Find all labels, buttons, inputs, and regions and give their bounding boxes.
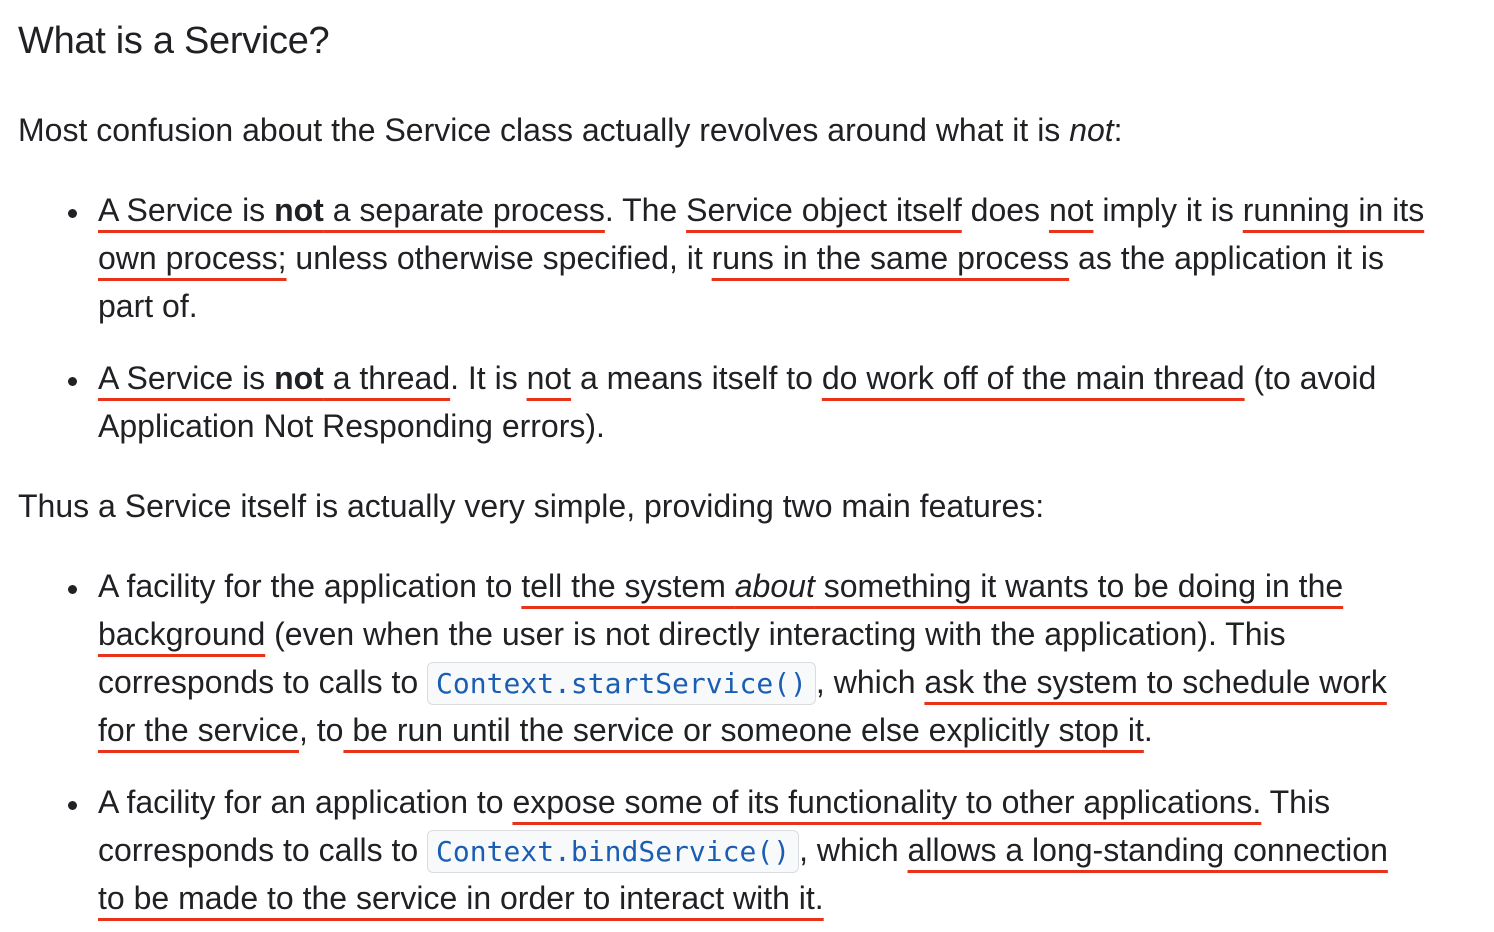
- highlight: Service object itself: [686, 192, 962, 228]
- list-item-line: A Service is not a thread. It is not a means itself to do work off of the main thread (to avoid: [98, 360, 1377, 396]
- bullet-marker: [68, 209, 82, 223]
- bullet-marker: [68, 801, 82, 815]
- highlight: to be made to the service in order to interact with it.: [98, 880, 824, 916]
- list-item-line: own process; unless otherwise specified, it runs in the same process as the application it is: [98, 240, 1384, 276]
- intro-text: Most confusion about the Service class actually revolves around what it is: [18, 112, 1070, 148]
- highlight: allows a long-standing connection: [907, 832, 1388, 868]
- list-item-line: A facility for an application to expose some of its functionality to other applications. This: [98, 784, 1331, 820]
- intro-colon: :: [1113, 112, 1123, 148]
- highlight: runs in the same process: [711, 240, 1070, 276]
- list-item-line: corresponds to calls to Context.startService() , which ask the system to schedule work: [98, 664, 1387, 701]
- list-item-line: corresponds to calls to Context.bindService() , which allows a long-standing connection: [98, 832, 1388, 869]
- highlight: tell the system about something it wants to be doing in the: [521, 568, 1344, 604]
- code-bind-service: Context.bindService(): [427, 830, 799, 873]
- list-item-line: A facility for the application to tell the system about something it wants to be doing in the: [98, 568, 1344, 604]
- highlight: not: [526, 360, 572, 396]
- list-item-line: [98, 880, 824, 917]
- list-item-line: for the service, to be run until the service or someone else explicitly stop it.: [98, 712, 1153, 748]
- highlight: running in its: [1242, 192, 1425, 228]
- intro-paragraph: [18, 112, 1123, 149]
- highlight: be run until the service or someone else explicitly stop it: [343, 712, 1144, 748]
- list-item-line: background (even when the user is not directly interacting with the application). This: [98, 616, 1286, 652]
- highlight: not: [1048, 192, 1094, 228]
- highlight: background: [98, 616, 266, 652]
- highlight: ask the system to schedule work: [924, 664, 1387, 700]
- bullet-marker: [68, 377, 82, 391]
- intro-emphasis: not: [1069, 112, 1114, 148]
- page-title: What is a Service?: [18, 20, 330, 62]
- highlight: expose some of its functionality to other applications.: [512, 784, 1262, 820]
- code-start-service: Context.startService(): [427, 662, 816, 705]
- highlight: do work off of the main thread: [821, 360, 1245, 396]
- list-item-line: A Service is not a separate process. The Service object itself does not imply it is running in its: [98, 192, 1425, 228]
- summary-paragraph: Thus a Service itself is actually very simple, providing two main features:: [18, 488, 1045, 524]
- highlight: own process;: [98, 240, 287, 276]
- highlight: A Service is not a separate process: [98, 192, 605, 228]
- list-item-line: Application Not Responding errors).: [98, 408, 605, 444]
- highlight: for the service: [98, 712, 299, 748]
- list-item-line: part of.: [98, 288, 198, 324]
- bullet-marker: [68, 585, 82, 599]
- highlight: A Service is not a thread: [98, 360, 451, 396]
